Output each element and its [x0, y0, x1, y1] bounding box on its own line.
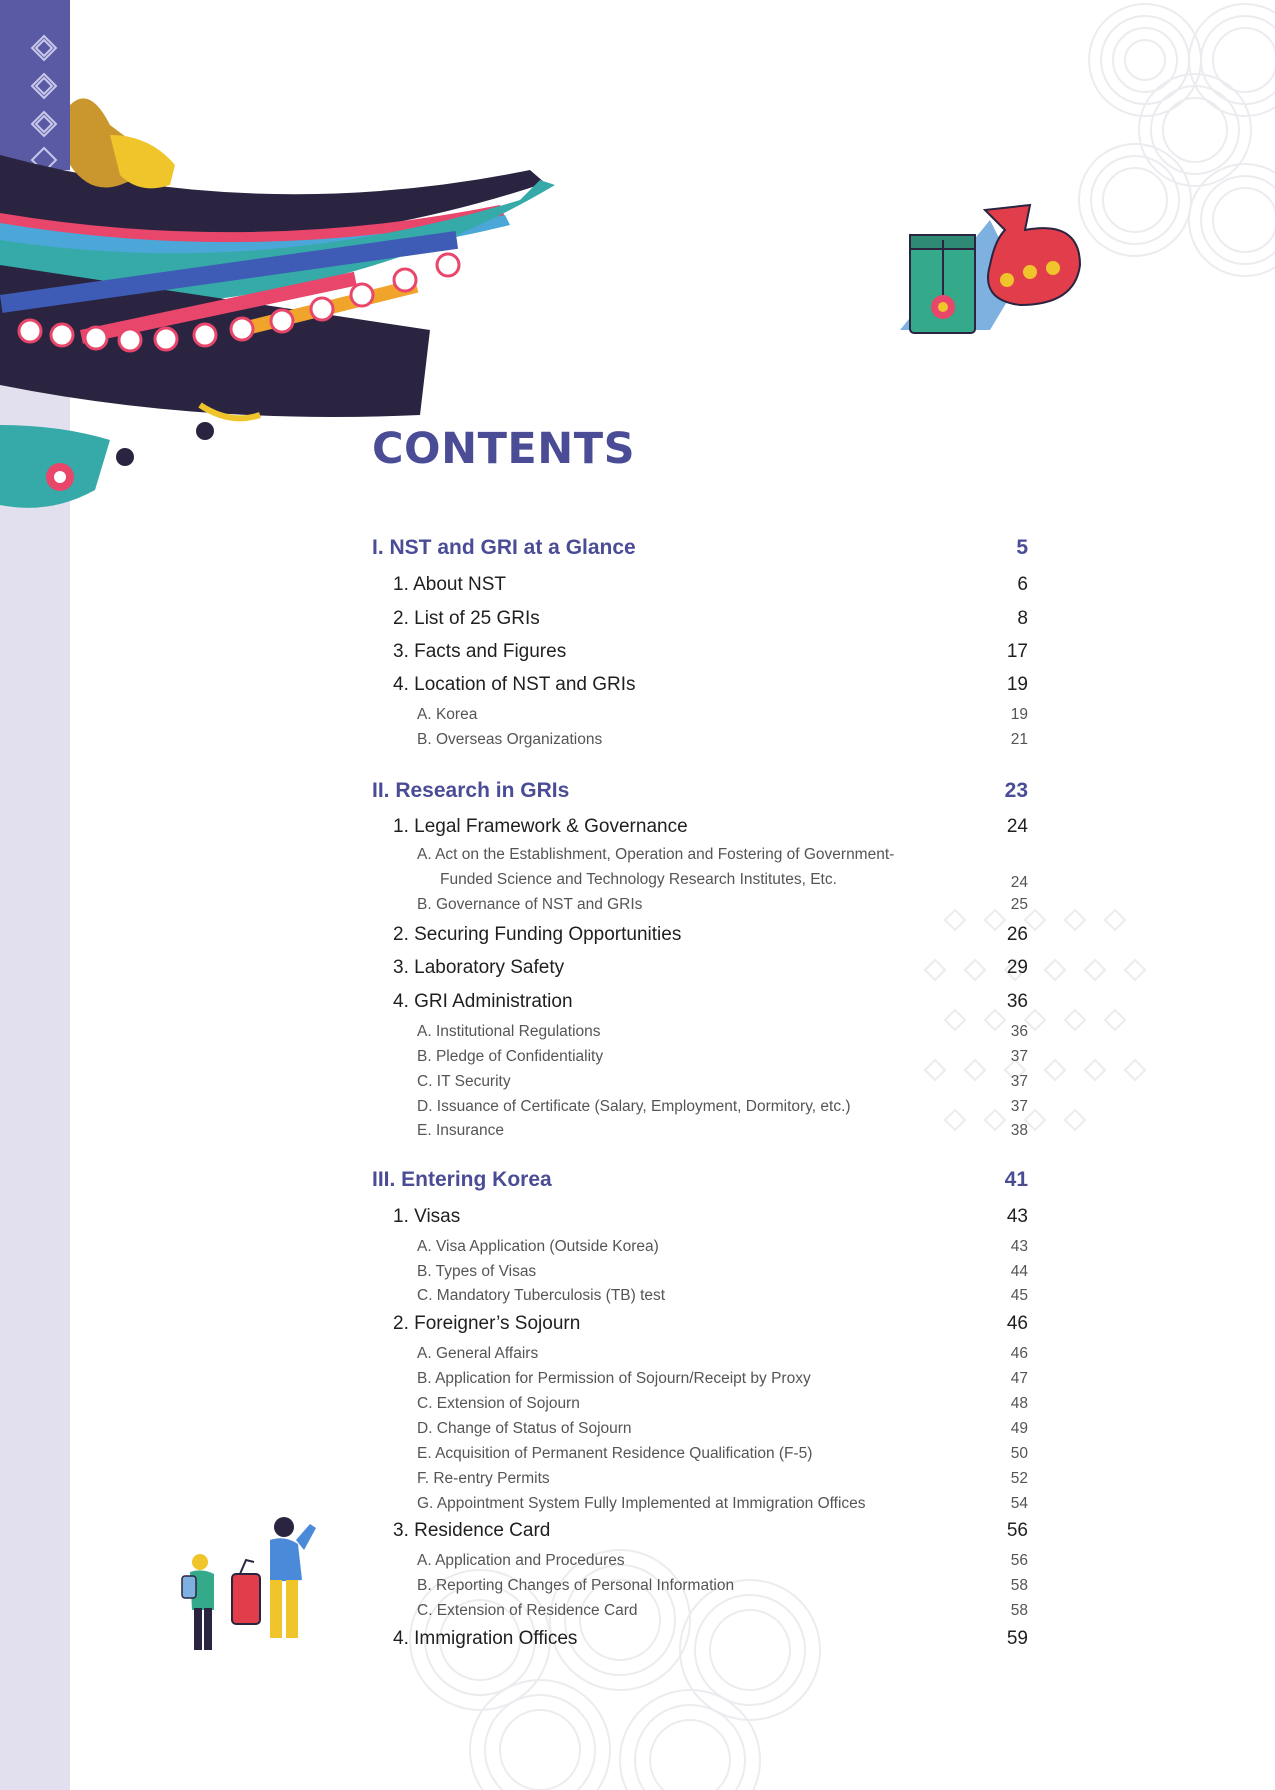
toc-page-number: 56: [1006, 1520, 1028, 1541]
toc-subitem-label: [417, 842, 978, 892]
toc-subitem-label: A. Application and Procedures: [417, 1552, 625, 1569]
toc-item-label: 2. List of 25 GRIs: [393, 608, 540, 629]
toc-page-number: 58: [1010, 1602, 1028, 1619]
toc-subitem[interactable]: [372, 1283, 1028, 1308]
toc-subitem-label: D. Change of Status of Sojourn: [417, 1420, 632, 1437]
toc-item-label: 2. Foreigner’s Sojourn: [393, 1313, 581, 1334]
toc-page-number: 49: [1010, 1420, 1028, 1437]
toc-subitem-label: G. Appointment System Fully Implemented at Immigration Offices: [417, 1495, 866, 1512]
toc-item-label: 4. GRI Administration: [393, 991, 573, 1012]
toc-subitem[interactable]: [372, 1259, 1028, 1284]
toc-subitem[interactable]: [372, 1491, 1028, 1516]
toc-page-number: 8: [1017, 608, 1028, 629]
toc-subitem[interactable]: [372, 1094, 1028, 1119]
toc-page-number: 56: [1010, 1552, 1028, 1569]
toc-subitem-line-1: A. Act on the Establishment, Operation and Fostering of Government-: [417, 846, 895, 863]
toc-subitem[interactable]: [372, 1366, 1028, 1391]
toc-page-number: 36: [1006, 991, 1028, 1012]
travelers-with-luggage: [170, 1510, 330, 1660]
toc-item-label: 2. Securing Funding Opportunities: [393, 924, 682, 945]
toc-item-label: 1. Visas: [393, 1206, 461, 1227]
toc-page-number: 29: [1006, 957, 1028, 978]
toc-section-3[interactable]: [372, 1168, 1028, 1192]
toc-item[interactable]: [372, 816, 1028, 838]
toc-item[interactable]: [372, 957, 1028, 979]
toc-subitem-label: A. General Affairs: [417, 1345, 539, 1362]
toc-page-number: 37: [1010, 1098, 1028, 1115]
toc-subitem[interactable]: [372, 1466, 1028, 1491]
toc-page-number: 46: [1006, 1313, 1028, 1334]
toc-subitem-label: D. Issuance of Certificate (Salary, Employment, Dormitory, etc.): [417, 1098, 851, 1115]
toc-page-number: 19: [1006, 674, 1028, 695]
toc-section-label: I. NST and GRI at a Glance: [372, 536, 636, 559]
toc-item-label: 3. Laboratory Safety: [393, 957, 565, 978]
toc-page-number: 50: [1010, 1445, 1028, 1462]
toc-subitem[interactable]: [372, 892, 1028, 917]
toc-item-label: 4. Immigration Offices: [393, 1628, 578, 1649]
toc-item[interactable]: [372, 1520, 1028, 1542]
toc-page-number: 37: [1010, 1073, 1028, 1090]
toc-subitem-label: C. Mandatory Tuberculosis (TB) test: [417, 1287, 666, 1304]
toc-subitem-label: C. Extension of Sojourn: [417, 1395, 580, 1412]
toc-item[interactable]: [372, 1628, 1028, 1650]
toc-subitem[interactable]: [372, 1044, 1028, 1069]
toc-page-number: 43: [1006, 1206, 1028, 1227]
toc-page-number: 46: [1010, 1345, 1028, 1362]
toc-subitem[interactable]: [372, 1548, 1028, 1573]
toc-subitem[interactable]: [372, 1069, 1028, 1094]
toc-page-number: 43: [1010, 1238, 1028, 1255]
toc-subitem-label: B. Governance of NST and GRIs: [417, 896, 643, 913]
toc-page-number: 17: [1006, 641, 1028, 662]
toc-item[interactable]: [372, 991, 1028, 1013]
toc-section-label: II. Research in GRIs: [372, 779, 570, 802]
toc-page-number: 48: [1010, 1395, 1028, 1412]
toc-subitem[interactable]: [372, 727, 1028, 752]
toc-page-number: 59: [1006, 1628, 1028, 1649]
toc-page-number: 25: [1010, 896, 1028, 913]
toc-subitem-label: E. Acquisition of Permanent Residence Qualification (F-5): [417, 1445, 813, 1462]
toc-subitem[interactable]: [372, 1118, 1028, 1143]
toc-item[interactable]: [372, 608, 1028, 630]
toc-page-number: 41: [1004, 1168, 1028, 1191]
toc-subitem-label: A. Korea: [417, 706, 478, 723]
toc-subitem[interactable]: [372, 1234, 1028, 1259]
toc-item[interactable]: [372, 641, 1028, 663]
toc-subitem[interactable]: [372, 1573, 1028, 1598]
toc-subitem-label: F. Re-entry Permits: [417, 1470, 550, 1487]
toc-section-1[interactable]: [372, 536, 1028, 560]
toc-item[interactable]: [372, 574, 1028, 596]
toc-item[interactable]: [372, 924, 1028, 946]
toc-subitem-line-2: Funded Science and Technology Research Institutes, Etc.: [440, 871, 837, 888]
toc-subitem-label: B. Types of Visas: [417, 1263, 537, 1280]
toc-subitem[interactable]: [372, 1019, 1028, 1044]
toc-item[interactable]: [372, 674, 1028, 696]
toc-subitem[interactable]: [372, 1416, 1028, 1441]
lucky-pouches: [895, 200, 1085, 345]
toc-subitem-label: B. Application for Permission of Sojourn/Receipt by Proxy: [417, 1370, 811, 1387]
toc-subitem[interactable]: [372, 702, 1028, 727]
toc-subitem-label: A. Institutional Regulations: [417, 1023, 601, 1040]
toc-page-number: 45: [1010, 1287, 1028, 1304]
toc-subitem-label: B. Pledge of Confidentiality: [417, 1048, 604, 1065]
toc-page-number: 5: [1016, 536, 1028, 559]
page-title: CONTENTS: [372, 424, 636, 474]
toc-item-label: 4. Location of NST and GRIs: [393, 674, 636, 695]
toc-subitem-label: C. Extension of Residence Card: [417, 1602, 638, 1619]
toc-subitem-label: E. Insurance: [417, 1122, 505, 1139]
toc-page-number: 38: [1010, 1122, 1028, 1139]
toc-subitem[interactable]: [372, 1341, 1028, 1366]
toc-item-label: 1. About NST: [393, 574, 507, 595]
toc-page-number: 44: [1010, 1263, 1028, 1280]
toc-subitem[interactable]: [372, 1441, 1028, 1466]
toc-page-number: 19: [1010, 706, 1028, 723]
toc-page-number: 37: [1010, 1048, 1028, 1065]
toc-item[interactable]: [372, 1206, 1028, 1228]
toc-subitem[interactable]: [372, 1391, 1028, 1416]
toc-item-label: 3. Residence Card: [393, 1520, 551, 1541]
toc-section-2[interactable]: [372, 779, 1028, 803]
toc-item-label: 1. Legal Framework & Governance: [393, 816, 688, 837]
toc-page-number: 47: [1010, 1370, 1028, 1387]
toc-page-number: 52: [1010, 1470, 1028, 1487]
toc-page-number: 58: [1010, 1577, 1028, 1594]
toc-section-label: III. Entering Korea: [372, 1168, 552, 1191]
toc-page-number: 26: [1006, 924, 1028, 945]
toc-subitem[interactable]: [372, 1598, 1028, 1623]
toc-subitem-label: C. IT Security: [417, 1073, 511, 1090]
toc-item-label: 3. Facts and Figures: [393, 641, 567, 662]
toc-item[interactable]: [372, 1313, 1028, 1335]
wave-pattern: [1075, 0, 1275, 310]
toc-subitem-label: A. Visa Application (Outside Korea): [417, 1238, 659, 1255]
toc-page-number: 23: [1004, 779, 1028, 802]
toc-page-number: 24: [1010, 874, 1028, 891]
toc-page-number: 6: [1017, 574, 1028, 595]
toc-page-number: 24: [1006, 816, 1028, 837]
toc-subitem-label: B. Overseas Organizations: [417, 731, 603, 748]
toc-page-number: 21: [1010, 731, 1028, 748]
toc-subitem[interactable]: [372, 842, 1028, 892]
toc-page-number: 36: [1010, 1023, 1028, 1040]
toc-page-number: 54: [1010, 1495, 1028, 1512]
toc-subitem-label: B. Reporting Changes of Personal Information: [417, 1577, 735, 1594]
